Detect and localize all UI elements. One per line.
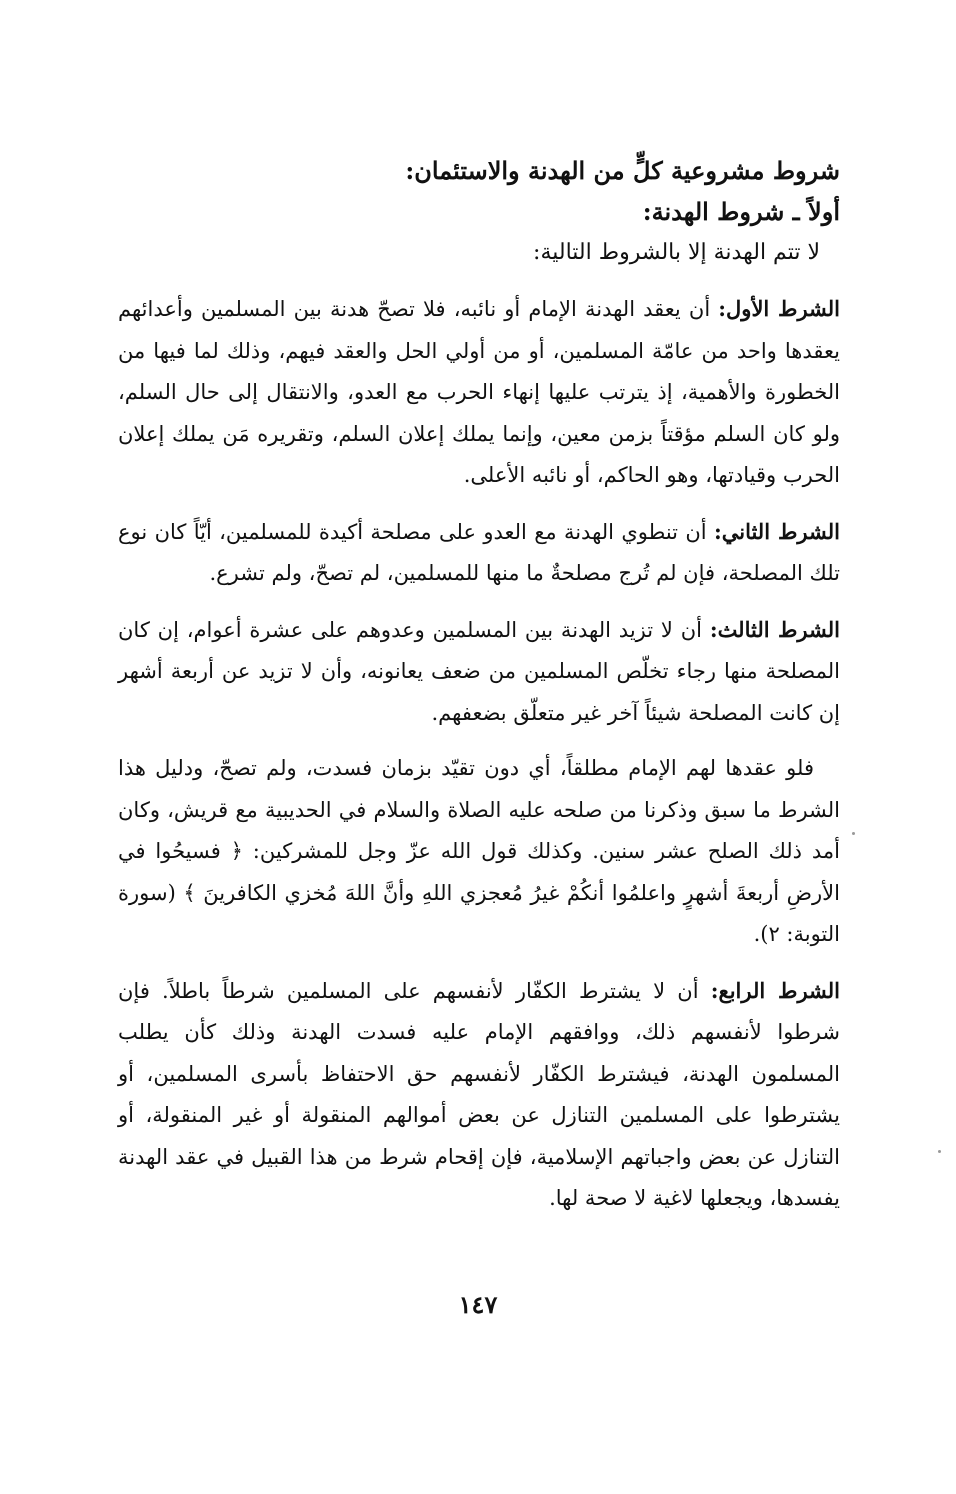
condition-four-paragraph bbox=[118, 970, 840, 1220]
condition-two-paragraph bbox=[118, 511, 840, 595]
condition-two-text: أن تنطوي الهدنة مع العدو على مصلحة أكيدة للمسلمين، أيّاً كان نوع تلك المصلحة، فإن لم تُرج مصلحةٌ ما منها للمسلمين، لم تصحّ، ولم تشرع. bbox=[118, 519, 840, 585]
condition-two-label: الشرط الثاني: bbox=[713, 518, 840, 544]
condition-one-label: الشرط الأول: bbox=[718, 296, 840, 321]
quran-verse: ﴿ فسيحُوا في الأرضِ أربعةَ أشهرٍ واعلمُوا أنكُمْ غيرُ مُعجزي اللهِ وأنَّ اللهَ مُخزي الكافرينَ ﴾ bbox=[118, 839, 840, 905]
subsection-heading: أولاً ـ شروط الهدنة: bbox=[642, 197, 840, 226]
section-heading: شروط مشروعية كلٍّ من الهدنة والاستئمان: bbox=[405, 156, 840, 185]
condition-four-label: الشرط الرابع: bbox=[710, 977, 840, 1003]
condition-three-text: أن لا تزيد الهدنة بين المسلمين وعدوهم على عشرة أعوام، إن كان المصلحة منها رجاء تخلّص المسلمين من ضعف يعانونه، وأن لا تزيد عن أربعة أشهر إن كانت المصلحة شيئاً آخر غير متعلّق بضعفهم. bbox=[118, 617, 840, 725]
condition-one-text: أن يعقد الهدنة الإمام أو نائبه، فلا تصحّ هدنة بين المسلمين وأعدائهم يعقدها واحد من عامّة المسلمين، أو من أولي الحل والعقد فيهم، وذلك لما فيها من الخطورة والأهمية، إذ يترتب عليها إنهاء الحرب مع العدو، والانتقال إلى حال السلم، ولو كان السلم مؤقتاً بزمن معين، وإنما يملك إعلان السلم، وتقريره مَن يملك إعلان الحرب وقيادتها، وهو الحاكم، أو نائبه الأعلى. bbox=[118, 297, 840, 487]
condition-four-text: أن لا يشترط الكفّار لأنفسهم على المسلمين شرطاً باطلاً. فإن شرطوا لأنفسهم ذلك، ووافقهم الإمام عليه فسدت الهدنة وذلك كأن يطلب المسلمون الهدنة، فيشترط الكفّار لأنفسهم حق الاحتفاظ بأسرى المسلمين، أو يشترطوا على المسلمين التنازل عن بعض أموالهم المنقولة أو غير المنقولة، أو التنازل عن بعض واجباتهم الإسلامية، فإن إقحام شرط من هذا القبيل في عقد الهدنة يفسدها، ويجعلها لاغية لا صحة لها. bbox=[118, 978, 840, 1210]
condition-three-explanation bbox=[118, 748, 840, 956]
condition-three-label: الشرط الثالث: bbox=[709, 616, 840, 642]
condition-three-paragraph bbox=[118, 609, 840, 735]
verse-reference: (سورة التوبة: ٢). bbox=[118, 880, 840, 946]
intro-line: لا تتم الهدنة إلا بالشروط التالية: bbox=[533, 240, 820, 265]
page-body bbox=[118, 150, 840, 1220]
condition-one-paragraph bbox=[118, 288, 840, 497]
page-number: ١٤٧ bbox=[458, 1290, 498, 1319]
scan-speck bbox=[938, 1150, 941, 1153]
explanation-text: فلو عقدها لهم الإمام مطلقاً، أي دون تقيّد بزمان فسدت، ولم تصحّ، ودليل هذا الشرط ما سبق وذكرنا من صلحه عليه الصلاة والسلام في الحديبية مع قريش، وكان أمد ذلك الصلح عشر سنين. وكذلك قول الله عزّ وجل للمشركين: bbox=[118, 756, 840, 863]
scan-speck bbox=[852, 832, 855, 835]
